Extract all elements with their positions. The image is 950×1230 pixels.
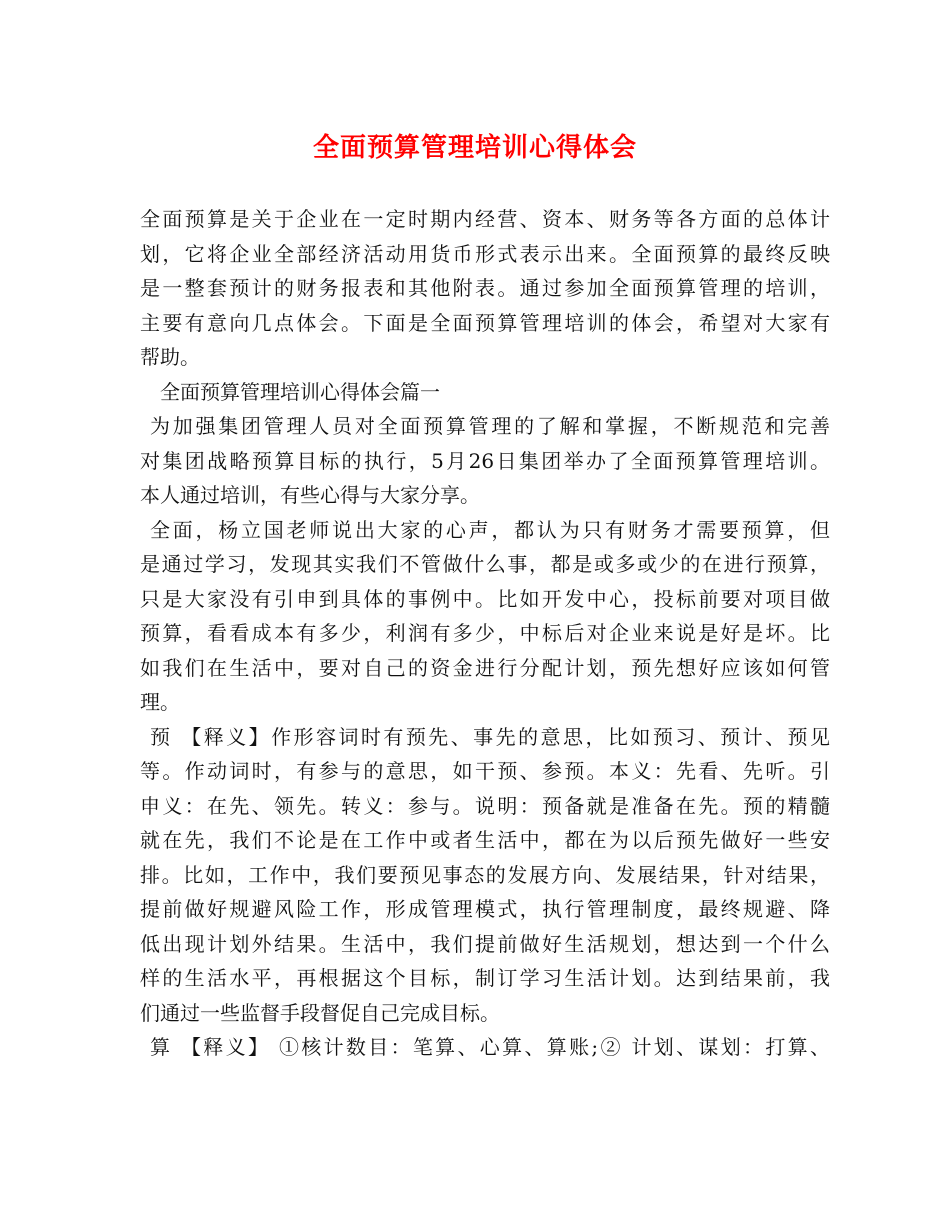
text-line: 是通过学习，发现其实我们不管做什么事，都是或多或少的在进行预算，: [140, 552, 830, 576]
text-line: 预 【释义】作形容词时有预先、事先的意思，比如预习、预计、预见: [150, 724, 830, 749]
text-line: 等。作动词时，有参与的意思，如干预、参预。本义：先看、先听。引: [140, 759, 830, 783]
text-line: 就在先，我们不论是在工作中或者生活中，都在为以后预先做好一些安: [140, 828, 830, 852]
document-title: 全面预算管理培训心得体会: [312, 133, 637, 163]
text-line: 是一整套预计的财务报表和其他附表。通过参加全面预算管理的培训，: [140, 276, 830, 300]
text-line: 主要有意向几点体会。下面是全面预算管理培训的体会，希望对大家有: [140, 310, 830, 335]
text-line: 划，它将企业全部经济活动用货币形式表示出来。全面预算的最终反映: [140, 241, 830, 266]
text-line: 为加强集团管理人员对全面预算管理的了解和掌握，不断规范和完善: [150, 414, 830, 438]
text-line: 低出现计划外结果。生活中，我们提前做好生活规划，想达到一个什么: [140, 931, 830, 956]
text-line: 样的生活水平，再根据这个目标，制订学习生活计划。达到结果前，我: [140, 966, 830, 990]
text-line: 如我们在生活中，要对自己的资金进行分配计划，预先想好应该如何管: [140, 655, 830, 680]
text-line: 全面，杨立国老师说出大家的心声，都认为只有财务才需要预算，但: [150, 517, 830, 542]
text-line: 申义：在先、领先。转义：参与。说明：预备就是准备在先。预的精髓: [140, 793, 830, 818]
text-line: 只是大家没有引申到具体的事例中。比如开发中心，投标前要对项目做: [140, 586, 830, 611]
text-line: 对集团战略预算目标的执行，5月26日集团举办了全面预算管理培训。: [140, 448, 830, 473]
text-line: 们通过一些监督手段督促自己完成目标。: [140, 1000, 500, 1025]
text-line: 理。: [140, 690, 180, 714]
text-line: 本人通过培训，有些心得与大家分享。: [140, 483, 480, 507]
text-line: 提前做好规避风险工作，形成管理模式，执行管理制度，最终规避、降: [140, 897, 830, 921]
document-body: [140, 202, 830, 1065]
section-heading: 全面预算管理培训心得体会篇一: [160, 379, 440, 404]
text-line: 排。比如，工作中，我们要预见事态的发展方向、发展结果，针对结果，: [140, 862, 830, 887]
text-line: 算 【释义】 ①核计数目：笔算、心算、算账;② 计划、谋划：打算、: [150, 1035, 830, 1059]
text-line: 预算，看看成本有多少，利润有多少，中标后对企业来说是好是坏。比: [140, 621, 830, 645]
text-line: 全面预算是关于企业在一定时期内经营、资本、财务等各方面的总体计: [140, 207, 830, 231]
text-line: 帮助。: [140, 345, 200, 369]
